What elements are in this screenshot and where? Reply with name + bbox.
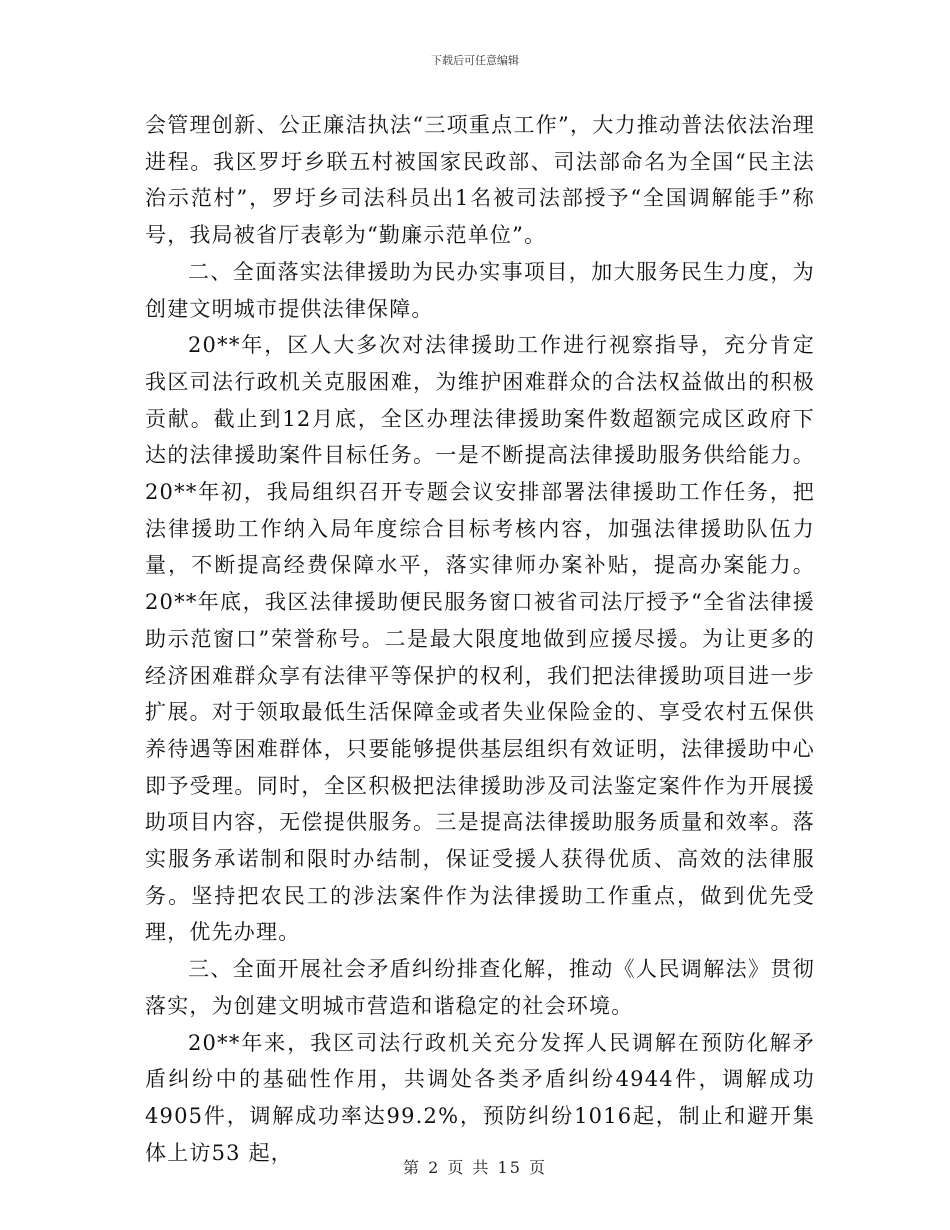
paragraph-4: 三、全面开展社会矛盾纠纷排查化解，推动《人民调解法》贯彻落实，为创建文明城市营造和谐稳定的社会环境。 xyxy=(145,957,815,1018)
paragraph-5: 20**年来，我区司法行政机关充分发挥人民调解在预防化解矛盾纠纷中的基础性作用，共调处各类矛盾纠纷4944件，调解成功4905件，调解成功率达99.2%，预防纠纷1016起，制止和避开集体上访53 起， xyxy=(145,1030,815,1165)
page-footer: 第 2 页 共 15 页 xyxy=(403,1158,547,1177)
paragraph-1: 会管理创新、公正廉洁执法“三项重点工作”，大力推动普法依法治理进程。我区罗圩乡联五村被国家民政部、司法部命名为全国“民主法治示范村”，罗圩乡司法科员出1名被司法部授予“全国调解能手”称号，我局被省厅表彰为“勤廉示范单位”。 xyxy=(145,113,815,248)
page-header: 下载后可任意编辑 xyxy=(431,54,519,67)
document-body xyxy=(145,107,815,1171)
paragraph-3: 20**年，区人大多次对法律援助工作进行视察指导，充分肯定我区司法行政机关克服困难，为维护困难群众的合法权益做出的积极贡献。截止到12月底，全区办理法律援助案件数超额完成区政府下达的法律援助案件目标任务。一是不断提高法律援助服务供给能力。20**年初，我局组织召开专题会议安排部署法律援助工作任务，把法律援助工作纳入局年度综合目标考核内容，加强法律援助队伍力量，不断提高经费保障水平，落实律师办案补贴，提高办案能力。20**年底，我区法律援助便民服务窗口被省司法厅授予“全省法律援助示范窗口”荣誉称号。二是最大限度地做到应援尽援。为让更多的经济困难群众享有法律平等保护的权利，我们把法律援助项目进一步扩展。对于领取最低生活保障金或者失业保险金的、享受农村五保供养待遇等困难群体，只要能够提供基层组织有效证明，法律援助中心即予受理。同时，全区积极把法律援助涉及司法鉴定案件作为开展援助项目内容，无偿提供服务。三是提高法律援助服务质量和效率。落实服务承诺制和限时办结制，保证受援人获得优质、高效的法律服务。坚持把农民工的涉法案件作为法律援助工作重点，做到优先受理，优先办理。 xyxy=(145,333,815,945)
paragraph-2: 二、全面落实法律援助为民办实事项目，加大服务民生力度，为创建文明城市提供法律保障。 xyxy=(145,259,815,321)
